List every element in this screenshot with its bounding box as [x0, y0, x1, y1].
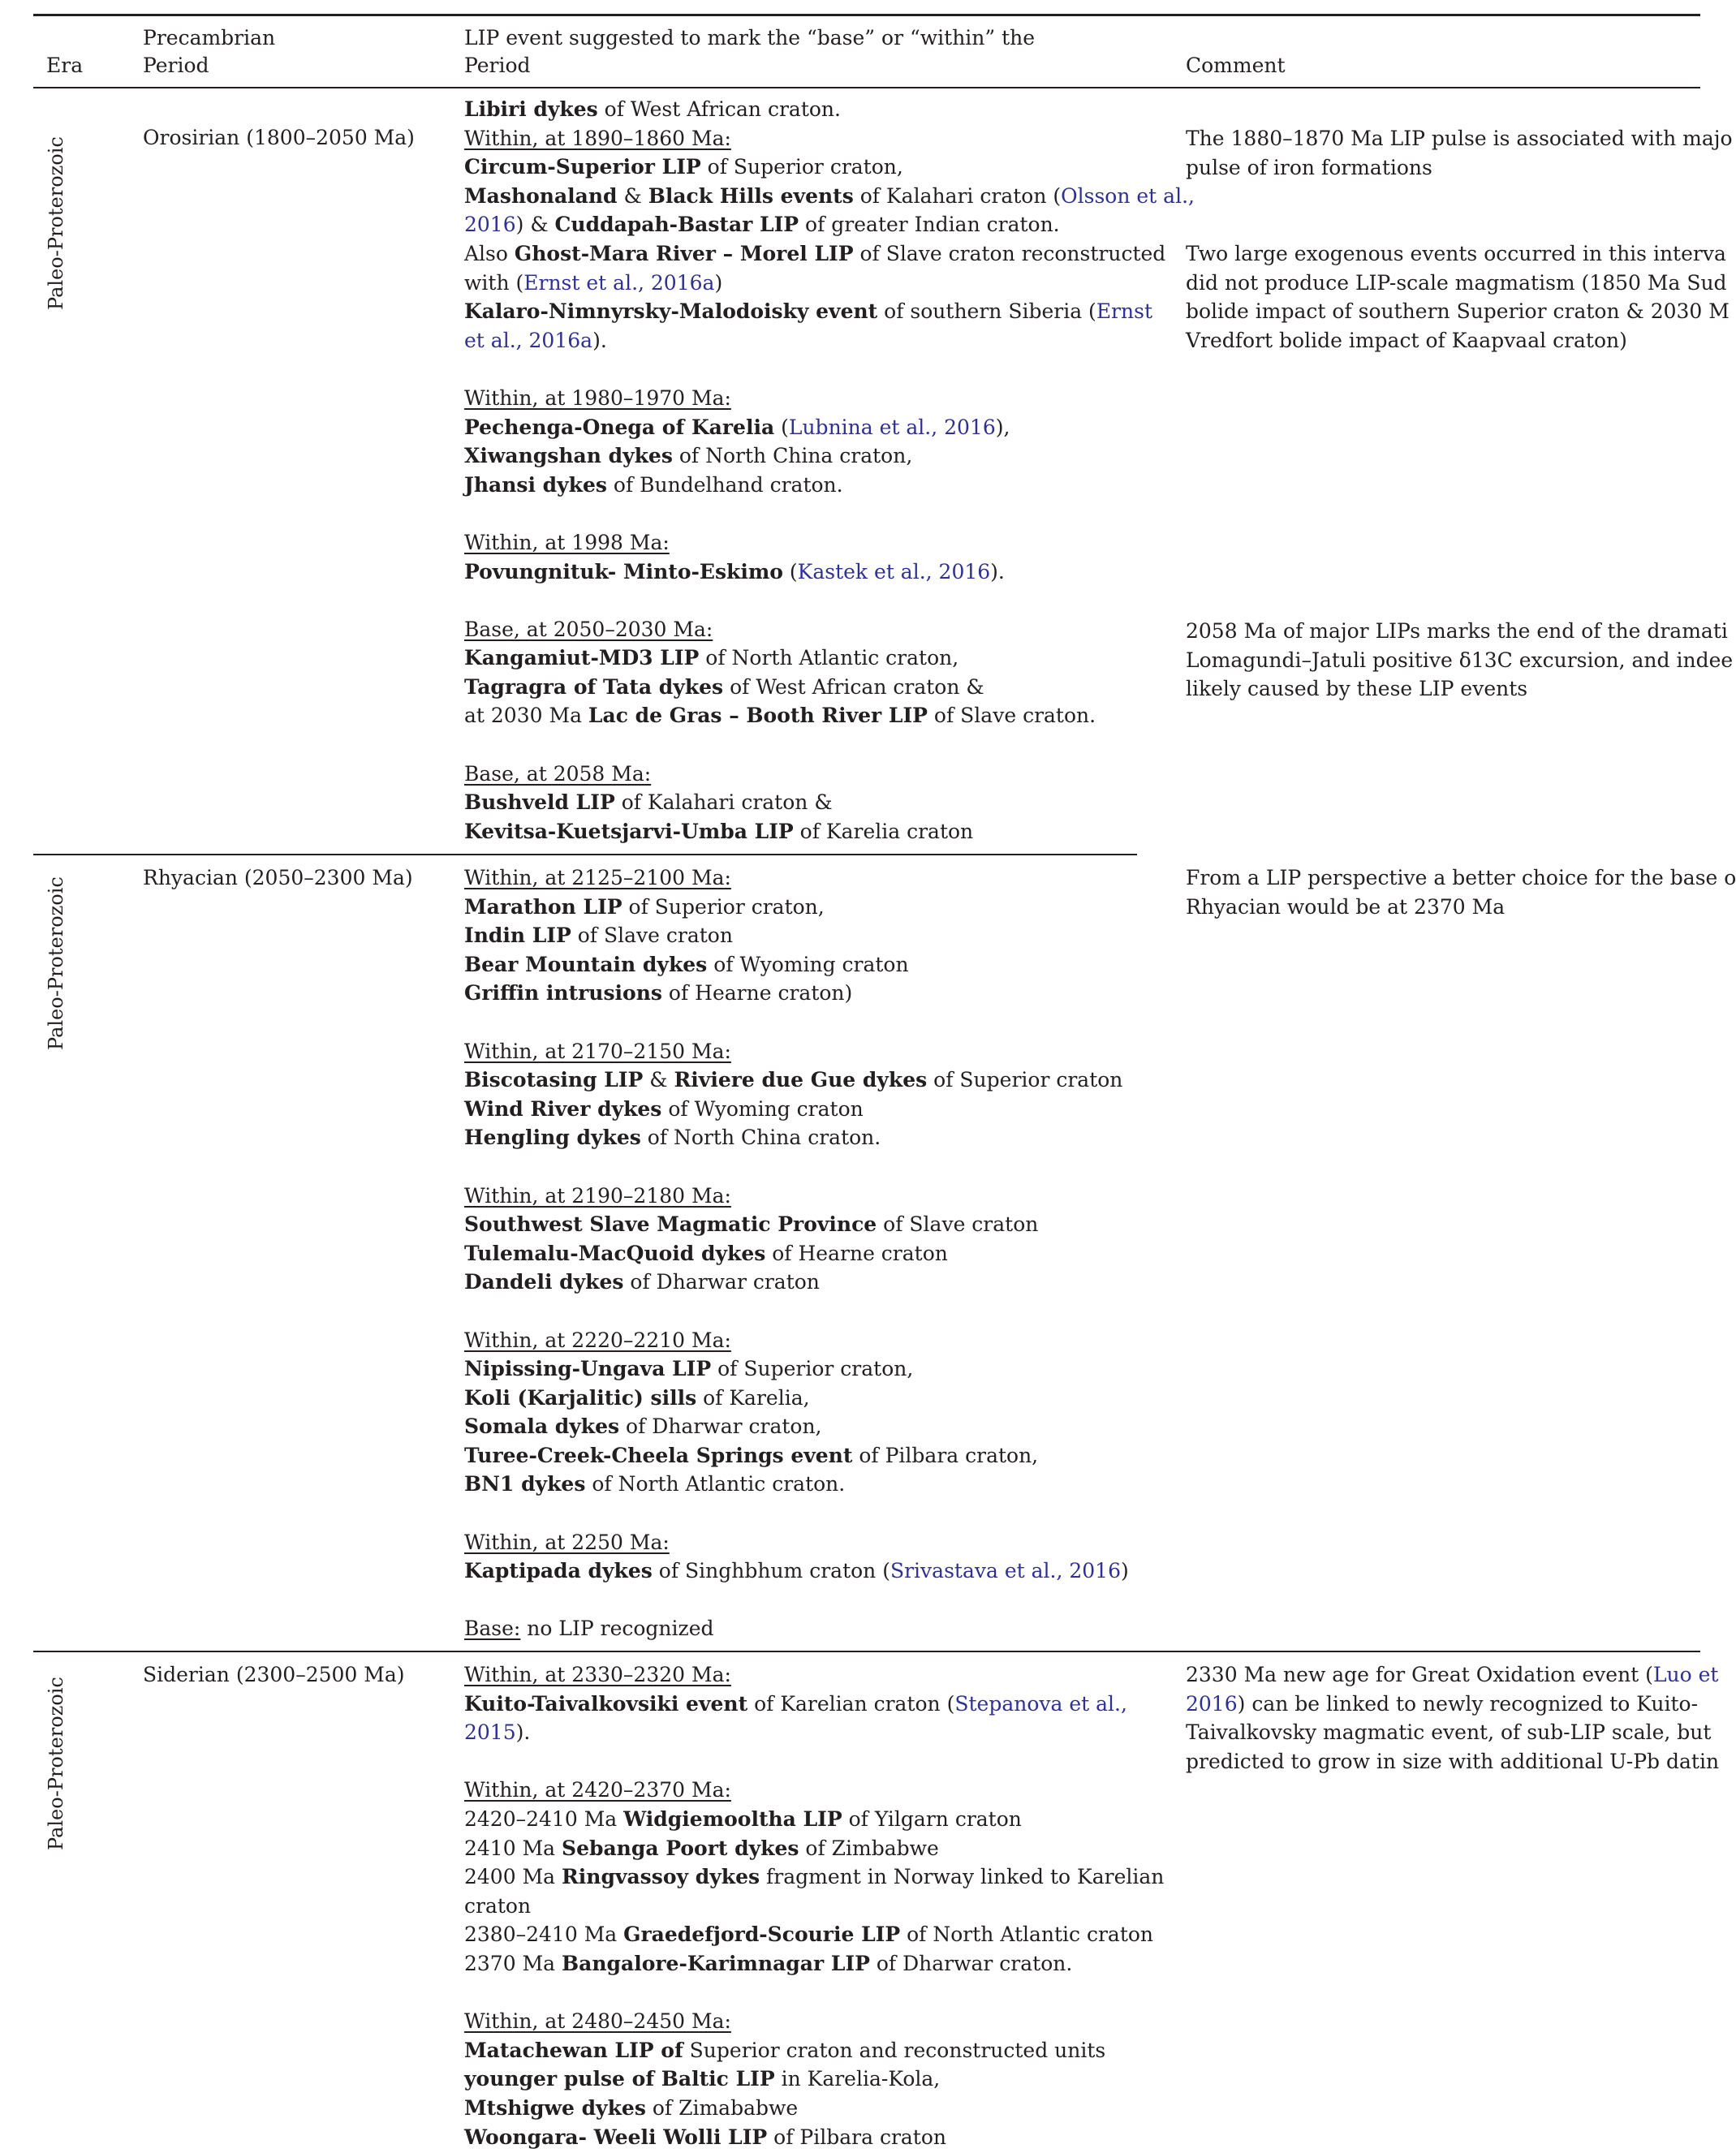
lip-line: Kangamiut-MD3 LIP of North Atlantic craton,: [464, 646, 959, 670]
lip-line: Tagragra of Tata dykes of West African craton &: [464, 674, 984, 699]
lip-line: Somala dykes of Dharwar craton,: [464, 1415, 822, 1439]
lip-line: BN1 dykes of North Atlantic craton.: [464, 1472, 846, 1496]
lip-line: 2400 Ma Ringvassoy dykes fragment in Norway linked to Karelian: [464, 1865, 1165, 1889]
comment-cell: The 1880–1870 Ma LIP pulse is associated with majo pulse of iron formations: [1186, 127, 1733, 179]
lip-line: Koli (Karjalitic) sills of Karelia,: [464, 1385, 810, 1410]
citation-link[interactable]: Olsson et al.,: [1061, 183, 1195, 208]
citation-link[interactable]: et al., 2016a: [464, 328, 593, 352]
interval-heading: Within, at 2330–2320 Ma:: [464, 1663, 731, 1686]
citation-link[interactable]: 2015: [464, 1720, 516, 1745]
interval-heading: Within, at 1890–1860 Ma:: [464, 126, 731, 150]
interval-heading: Within, at 1998 Ma:: [464, 530, 670, 554]
lip-line: 2420–2410 Ma Widgiemooltha LIP of Yilgarn craton: [464, 1806, 1022, 1831]
lip-line: Libiri dykes of West African craton.: [464, 97, 841, 121]
lip-line: Mashonaland & Black Hills events of Kalahari craton (Olsson et al.,: [464, 183, 1195, 208]
citation-link[interactable]: Kastek et al., 2016: [797, 559, 991, 583]
citation-link[interactable]: Ernst et al., 2016a: [523, 270, 715, 295]
column-header-era: Era: [46, 54, 84, 77]
lip-line: Circum-Superior LIP of Superior craton,: [464, 155, 903, 179]
interval-heading: Within, at 2420–2370 Ma:: [464, 1778, 731, 1802]
interval-heading: Within, at 2220–2210 Ma:: [464, 1328, 731, 1352]
lip-line: Indin LIP of Slave craton: [464, 924, 733, 948]
lip-line: Turee-Creek-Cheela Springs event of Pilbara craton,: [464, 1443, 1039, 1467]
lip-line: Dandeli dykes of Dharwar craton: [464, 1270, 820, 1294]
lip-line: et al., 2016a).: [464, 328, 607, 352]
era-label: Paleo-Proterozoic: [45, 136, 67, 310]
comment-cell: 2330 Ma new age for Great Oxidation event (Luo et 2016) can be linked to newly recognized to Kuito- Taivalkovsky magmatic event, of sub-LIP scale, but predicted to grow in size with additional U-Pb datin: [1186, 1663, 1720, 1773]
lip-line: Nipissing-Ungava LIP of Superior craton,: [464, 1357, 914, 1381]
row-separator-rule: [33, 1651, 1700, 1652]
table-header-rule: [33, 87, 1700, 88]
interval-heading: Base, at 2050–2030 Ma:: [464, 617, 713, 641]
lip-line: Bushveld LIP of Kalahari craton &: [464, 790, 833, 815]
lip-events-cell: [464, 863, 1146, 1643]
lip-line: at 2030 Ma Lac de Gras – Booth River LIP of Slave craton.: [464, 704, 1096, 728]
citation-link[interactable]: 2016: [1186, 1691, 1238, 1716]
citation-link[interactable]: 2016: [464, 213, 516, 237]
lip-line: Kaptipada dykes of Singhbhum craton (Srivastava et al., 2016): [464, 1559, 1129, 1583]
comment-cell: 2058 Ma of major LIPs marks the end of the dramati Lomagundi–Jatuli positive δ13C excursion, and indee likely caused by these LIP events: [1186, 619, 1734, 701]
interval-heading: Within, at 2190–2180 Ma:: [464, 1183, 731, 1208]
comment-cell: From a LIP perspective a better choice for the base o Rhyacian would be at 2370 Ma: [1186, 866, 1736, 919]
lip-line: 2370 Ma Bangalore-Karimnagar LIP of Dharwar craton.: [464, 1951, 1073, 1975]
citation-link[interactable]: Lubnina et al., 2016: [788, 415, 996, 439]
lip-line: Kuito-Taivalkovsiki event of Karelian craton (Stepanova et al.,: [464, 1691, 1127, 1716]
lip-line: Mtshigwe dykes of Zimababwe: [464, 2095, 799, 2120]
lip-line: Kevitsa-Kuetsjarvi-Umba LIP of Karelia craton: [464, 819, 974, 843]
lip-line: 2015).: [464, 1720, 531, 1745]
column-header-comment: Comment: [1186, 54, 1286, 77]
lip-line: Southwest Slave Magmatic Province of Slave craton: [464, 1212, 1039, 1237]
citation-link[interactable]: Srivastava et al., 2016: [890, 1559, 1121, 1583]
period-cell: Rhyacian (2050–2300 Ma): [143, 866, 413, 889]
interval-heading: Within, at 1980–1970 Ma:: [464, 385, 731, 410]
lip-line: 2410 Ma Sebanga Poort dykes of Zimbabwe: [464, 1836, 939, 1860]
period-cell: Siderian (2300–2500 Ma): [143, 1663, 405, 1686]
lip-line: craton: [464, 1893, 532, 1918]
lip-line: younger pulse of Baltic LIP in Karelia-Kola,: [464, 2067, 941, 2091]
citation-link[interactable]: Luo et: [1652, 1663, 1719, 1686]
lip-line: Also Ghost-Mara River – Morel LIP of Slave craton reconstructed: [464, 241, 1166, 265]
lip-events-cell: [464, 1660, 1165, 2151]
era-label: Paleo-Proterozoic: [45, 1677, 67, 1850]
lip-line: Xiwangshan dykes of North China craton,: [464, 444, 913, 468]
interval-heading: Base, at 2058 Ma:: [464, 761, 652, 786]
lip-line: Bear Mountain dykes of Wyoming craton: [464, 952, 909, 976]
interval-heading: Within, at 2480–2450 Ma:: [464, 2009, 731, 2034]
column-header-lip-event: LIP event suggested to mark the “base” or “within” the Period: [464, 26, 1036, 77]
lip-events-cell: [464, 95, 1195, 846]
base-line: Base: no LIP recognized: [464, 1617, 714, 1641]
lip-line: Wind River dykes of Wyoming craton: [464, 1096, 864, 1121]
lip-line: Pechenga-Onega of Karelia (Lubnina et al., 2016),: [464, 415, 1010, 439]
interval-heading: Within, at 2250 Ma:: [464, 1530, 670, 1554]
table-top-rule: [33, 14, 1700, 16]
row-separator-rule: [33, 854, 1137, 855]
column-header-period: Precambrian Period: [143, 26, 276, 77]
period-cell: Orosirian (1800–2050 Ma): [143, 126, 415, 149]
citation-link[interactable]: Stepanova et al.,: [954, 1691, 1127, 1716]
interval-heading: Within, at 2170–2150 Ma:: [464, 1039, 731, 1063]
lip-line: Woongara- Weeli Wolli LIP of Pilbara craton: [464, 2125, 946, 2149]
lip-line: 2380–2410 Ma Graedefjord-Scourie LIP of North Atlantic craton: [464, 1923, 1154, 1947]
lip-line: 2016) & Cuddapah-Bastar LIP of greater Indian craton.: [464, 213, 1060, 237]
interval-heading: Within, at 2125–2100 Ma:: [464, 866, 731, 889]
lip-line: Jhansi dykes of Bundelhand craton.: [464, 472, 843, 497]
lip-line: Griffin intrusions of Hearne craton): [464, 981, 853, 1005]
lip-line: Hengling dykes of North China craton.: [464, 1126, 881, 1150]
lip-line: Biscotasing LIP & Riviere due Gue dykes of Superior craton: [464, 1068, 1123, 1092]
lip-line: Kalaro-Nimnyrsky-Malodoisky event of southern Siberia (Ernst: [464, 299, 1152, 324]
lip-line: with (Ernst et al., 2016a): [464, 270, 723, 295]
era-label: Paleo-Proterozoic: [45, 876, 67, 1050]
lip-line: Tulemalu-MacQuoid dykes of Hearne craton: [464, 1241, 948, 1265]
comment-cell: Two large exogenous events occurred in this interva did not produce LIP-scale magmatism (1850 Ma Sud bolide impact of southern Superior craton & 2030 M Vredfort bolide impact of Kaapvaal craton): [1186, 242, 1730, 352]
citation-link[interactable]: Ernst: [1096, 299, 1152, 324]
lip-line: Matachewan LIP of Superior craton and reconstructed units: [464, 2038, 1106, 2062]
lip-line: Marathon LIP of Superior craton,: [464, 894, 825, 919]
lip-line: Povungnituk- Minto-Eskimo (Kastek et al., 2016).: [464, 559, 1005, 583]
